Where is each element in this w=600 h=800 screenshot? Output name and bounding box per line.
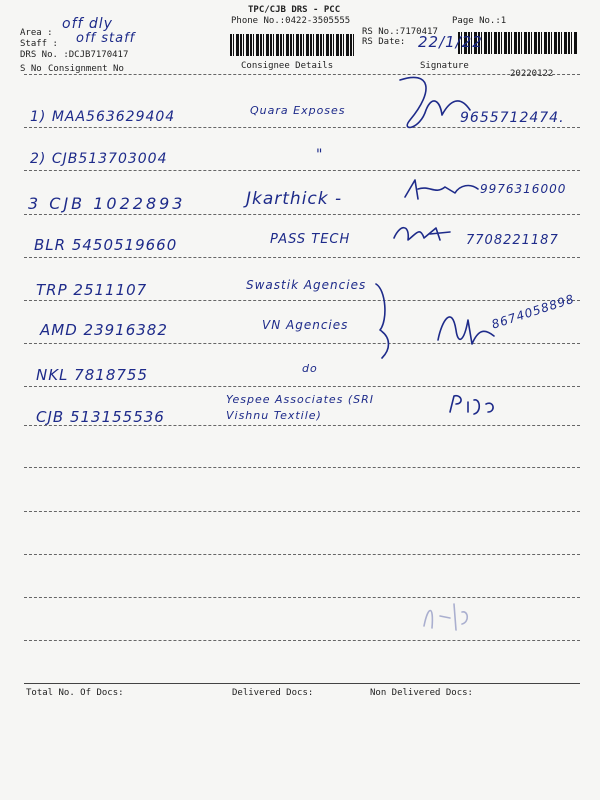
row-7-consignment: NKL 7818755 [36,366,148,384]
row-divider [24,257,580,258]
row-divider [24,425,580,426]
row-1-phone: 9655712474. [460,110,565,126]
empty-line [24,554,580,555]
header-barcode-left [230,34,355,56]
total-docs-label: Total No. Of Docs: [26,688,124,698]
delivered-docs-label: Delivered Docs: [232,688,314,698]
row-5-consignee: Swastik Agencies [246,278,367,292]
phone-number: Phone No.:0422-3505555 [231,16,351,26]
signature-row-6 [432,300,502,350]
row-5-consignment: TRP 2511107 [36,281,148,299]
rs-number: RS No.:7170417 [362,27,438,37]
row-3-consignment: 3 CJB 1022893 [28,194,186,213]
signature-row-3 [400,175,480,205]
col-consignment-no: Consignment No [48,64,124,74]
row-4-consignment: BLR 5450519660 [34,236,178,254]
row-6-phone: 8674058898 [489,291,577,332]
signature-row-4 [390,220,460,246]
page-number: Page No.:1 [452,16,507,26]
empty-line [24,467,580,468]
row-6-consignee: VN Agencies [262,318,349,332]
row-4-phone: 7708221187 [466,233,559,248]
row-2-consignee: " [316,147,324,163]
empty-line [24,511,580,512]
col-signature: Signature [420,61,469,71]
row-6-consignment: AMD 23916382 [40,321,168,339]
rs-date-label: RS Date: [362,37,406,47]
faint-scribble [418,596,478,636]
staff-label: Staff : [20,39,58,49]
row-7-consignee: do [302,362,318,375]
row-3-phone: 9976316000 [480,182,567,196]
row-3-consignee: Jkarthick - [246,189,343,209]
bracket-mark [372,280,402,360]
non-delivered-docs-label: Non Delivered Docs: [370,688,473,698]
row-1-consignee: Quara Exposes [250,104,346,117]
empty-line [24,597,580,598]
empty-line [24,640,580,641]
signature-row-8 [446,392,506,418]
report-title: TPC/CJB DRS - PCC [248,5,341,15]
row-divider [24,386,580,387]
row-divider [24,127,580,128]
row-8-consignment: CJB 513155536 [36,408,165,426]
row-8-consignee: Yespee Associates (SRI Vishnu Textile) [226,393,375,422]
header-divider [24,74,580,75]
footer-divider [24,683,580,684]
row-divider [24,170,580,171]
signature-row-1 [390,70,480,140]
staff-value: off staff [76,31,136,46]
row-1-consignment: 1) MAA563629404 [30,109,176,125]
date-stamp: 20220122 [510,69,554,79]
col-s-no: S No [20,64,42,74]
rs-date-value: 22/1/22 [418,33,483,51]
row-divider [24,214,580,215]
row-2-consignment: 2) CJB513703004 [30,151,168,167]
area-label: Area : [20,28,53,38]
drs-number: DRS No. :DCJB7170417 [20,50,129,60]
area-value: off dly [62,16,113,32]
row-4-consignee: PASS TECH [270,232,351,247]
col-consignee-details: Consignee Details [241,61,334,71]
